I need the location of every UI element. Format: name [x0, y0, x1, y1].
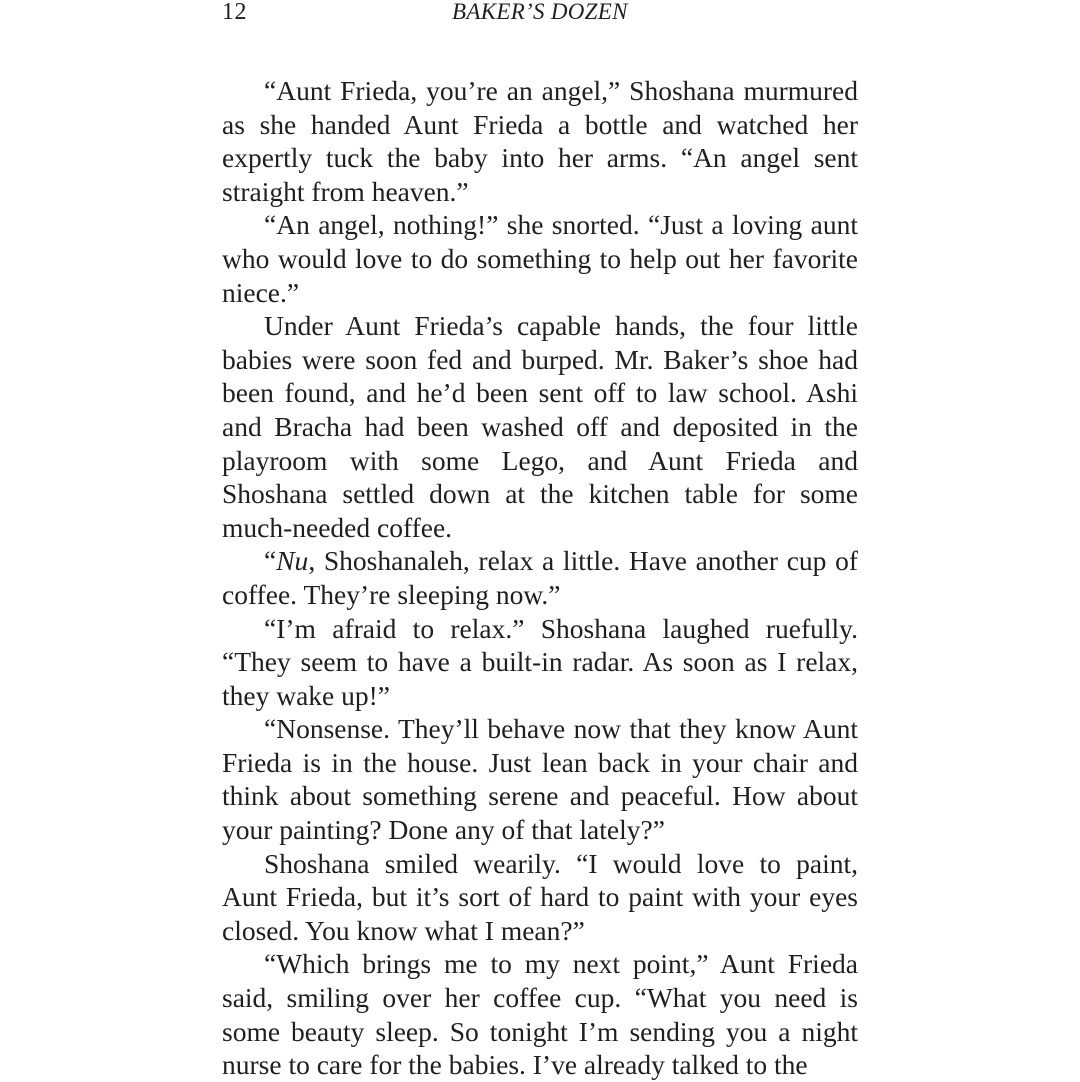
paragraph-2: “An angel, nothing!” she snorted. “Just a loving aunt who would love to do something to help out her favorite niece.” — [222, 209, 858, 308]
paragraph-4 — [222, 544, 858, 611]
paragraph-5: “I’m afraid to relax.” Shoshana laughed ruefully. “They seem to have a built-in radar. As soon as I relax, they wake up!” — [222, 612, 858, 711]
paragraph-4-rest: , Shoshanaleh, relax a little. Have another cup of coffee. They’re sleeping now.” — [222, 545, 858, 610]
page-number: 12 — [222, 0, 247, 25]
running-head: BAKER’S DOZEN — [452, 0, 628, 24]
paragraph-1: “Aunt Frieda, you’re an angel,” Shoshana murmured as she handed Aunt Frieda a bottle and watched her expertly tuck the baby into her arms. “An angel sent straight from heaven.” — [222, 75, 858, 207]
paragraph-3: Under Aunt Frieda’s capable hands, the four little babies were soon fed and burped. Mr. Baker’s shoe had been found, and he’d been sent off to law school. Ashi and Bracha had been washed off and deposited in the playroom with some Lego, and Aunt Frieda and Shoshana settled down at the kitchen table for some much-needed coffee. — [222, 310, 858, 543]
paragraph-8: “Which brings me to my next point,” Aunt Frieda said, smiling over her coffee cup. “What you need is some beauty sleep. So tonight I’m sending you a night nurse to care for the babies. I’ve already talked to the — [222, 948, 858, 1081]
paragraph-6: “Nonsense. They’ll behave now that they know Aunt Frieda is in the house. Just lean back in your chair and think about something serene and peaceful. How about your painting? Done any of that lately?” — [222, 713, 858, 846]
open-quote: “ — [264, 545, 277, 577]
italic-word: Nu — [276, 545, 309, 577]
body-text — [222, 74, 858, 1082]
paragraph-7: Shoshana smiled wearily. “I would love to paint, Aunt Frieda, but it’s sort of hard to paint with your eyes closed. You know what I mean?” — [222, 847, 858, 946]
